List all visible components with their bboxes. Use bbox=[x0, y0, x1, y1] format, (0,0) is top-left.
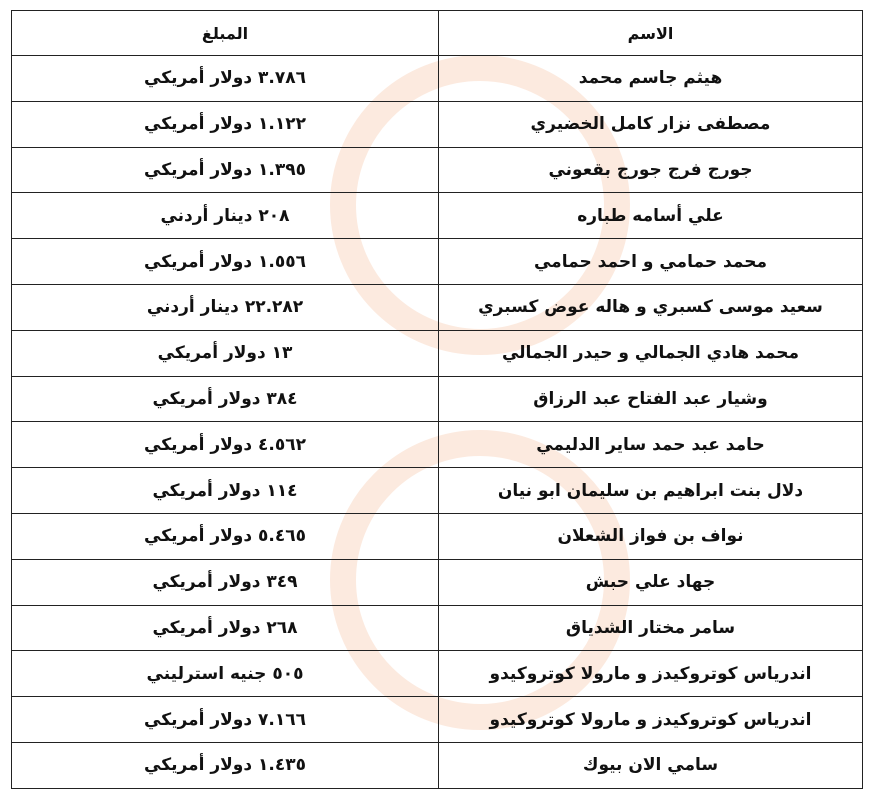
table-row bbox=[12, 284, 863, 330]
cell-amount: ١.٣٩٥ دولار أمريكي bbox=[12, 147, 439, 193]
cell-name: مصطفى نزار كامل الخضيري bbox=[439, 101, 863, 147]
table-row bbox=[12, 376, 863, 422]
cell-amount: ١١٤ دولار أمريكي bbox=[12, 468, 439, 514]
cell-name: جهاد علي حبش bbox=[439, 559, 863, 605]
table-row bbox=[12, 742, 863, 788]
cell-name: اندرياس كوتروكيدز و مارولا كوتروكيدو bbox=[439, 651, 863, 697]
cell-name: اندرياس كوتروكيدز و مارولا كوتروكيدو bbox=[439, 697, 863, 743]
header-name: الاسم bbox=[439, 11, 863, 56]
table-row bbox=[12, 559, 863, 605]
cell-amount: ١٣ دولار أمريكي bbox=[12, 330, 439, 376]
cell-name: علي أسامه طباره bbox=[439, 193, 863, 239]
cell-amount: ١.١٢٢ دولار أمريكي bbox=[12, 101, 439, 147]
cell-name: وشيار عبد الفتاح عبد الرزاق bbox=[439, 376, 863, 422]
table-row bbox=[12, 101, 863, 147]
cell-amount: ٥.٤٦٥ دولار أمريكي bbox=[12, 513, 439, 559]
table-row bbox=[12, 193, 863, 239]
cell-amount: ١.٥٥٦ دولار أمريكي bbox=[12, 239, 439, 285]
cell-name: هيثم جاسم محمد bbox=[439, 56, 863, 102]
table-row bbox=[12, 697, 863, 743]
cell-name: سامر مختار الشدياق bbox=[439, 605, 863, 651]
cell-amount: ٢٢.٢٨٢ دينار أردني bbox=[12, 284, 439, 330]
cell-name: سعيد موسى كسبري و هاله عوض كسبري bbox=[439, 284, 863, 330]
table-header-row bbox=[12, 11, 863, 56]
cell-amount: ٣.٧٨٦ دولار أمريكي bbox=[12, 56, 439, 102]
unclaimed-funds-table bbox=[11, 10, 863, 789]
cell-amount: ٧.١٦٦ دولار أمريكي bbox=[12, 697, 439, 743]
header-amount: المبلغ bbox=[12, 11, 439, 56]
cell-amount: ٥٠٥ جنيه استرليني bbox=[12, 651, 439, 697]
cell-amount: ١.٤٣٥ دولار أمريكي bbox=[12, 742, 439, 788]
cell-name: محمد حمامي و احمد حمامي bbox=[439, 239, 863, 285]
cell-amount: ٢٦٨ دولار أمريكي bbox=[12, 605, 439, 651]
table-row bbox=[12, 422, 863, 468]
cell-name: حامد عبد حمد ساير الدليمي bbox=[439, 422, 863, 468]
cell-amount: ٣٨٤ دولار أمريكي bbox=[12, 376, 439, 422]
table-row bbox=[12, 468, 863, 514]
table-row bbox=[12, 330, 863, 376]
table-row bbox=[12, 513, 863, 559]
cell-name: دلال بنت ابراهيم بن سليمان ابو نيان bbox=[439, 468, 863, 514]
table-row bbox=[12, 56, 863, 102]
table-row bbox=[12, 147, 863, 193]
table-row bbox=[12, 605, 863, 651]
table-row bbox=[12, 239, 863, 285]
cell-amount: ٣٤٩ دولار أمريكي bbox=[12, 559, 439, 605]
table-row bbox=[12, 651, 863, 697]
cell-name: محمد هادي الجمالي و حيدر الجمالي bbox=[439, 330, 863, 376]
cell-amount: ٢٠٨ دينار أردني bbox=[12, 193, 439, 239]
cell-name: جورج فرج جورج بقعوني bbox=[439, 147, 863, 193]
cell-amount: ٤.٥٦٢ دولار أمريكي bbox=[12, 422, 439, 468]
cell-name: نواف بن فواز الشعلان bbox=[439, 513, 863, 559]
cell-name: سامي الان بيوك bbox=[439, 742, 863, 788]
